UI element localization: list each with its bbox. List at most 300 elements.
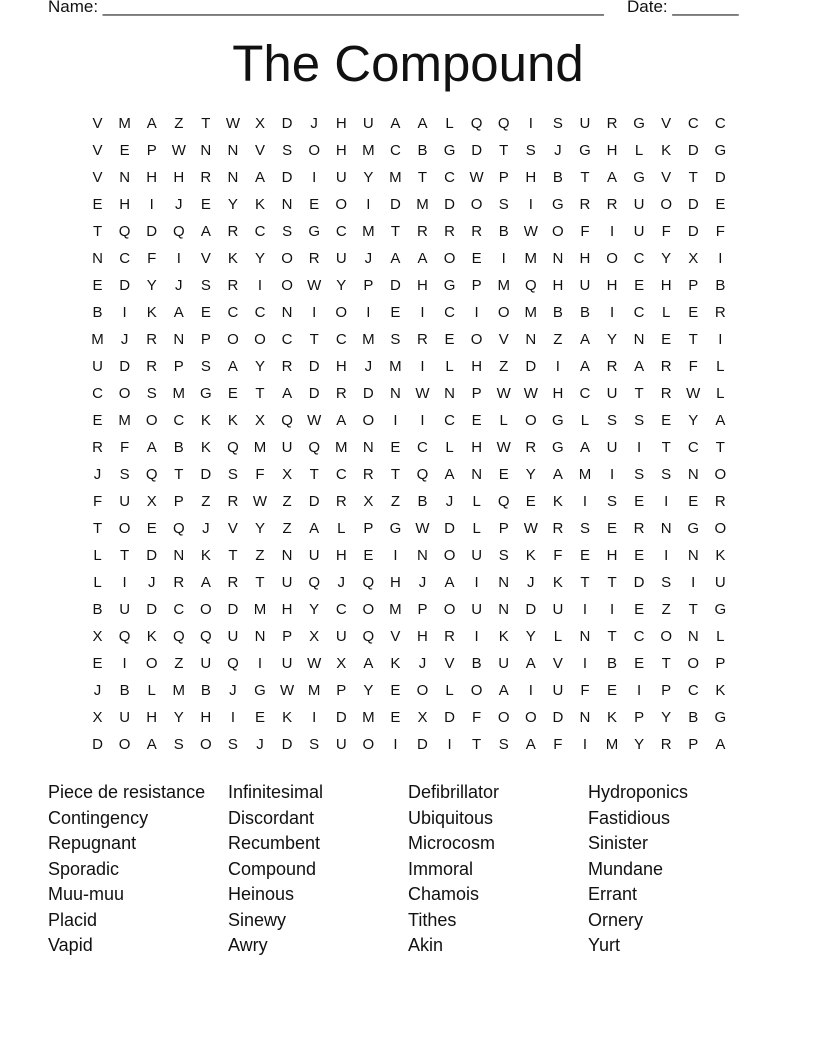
grid-letter: B [200,682,211,699]
grid-row [84,248,734,275]
grid-letter: S [146,385,157,402]
grid-letter: H [660,277,672,294]
grid-letter: I [393,736,398,753]
grid-letter: N [660,520,672,537]
grid-letter: V [200,250,211,267]
grid-letter: E [634,493,645,510]
grid-letter: A [552,466,563,483]
grid-letter: E [498,466,509,483]
grid-letter: H [335,547,347,564]
grid-letter: R [714,304,726,321]
grid-letter: D [633,574,645,591]
grid-letter: C [173,601,185,618]
grid-letter: K [607,709,618,726]
grid-letter: C [335,223,347,240]
grid-letter: K [146,628,157,645]
grid-letter: I [555,358,560,375]
grid-letter: S [607,412,618,429]
grid-letter: N [119,169,131,186]
grid-letter: C [281,331,293,348]
grid-letter: R [362,466,374,483]
grid-letter: H [525,169,537,186]
grid-letter: N [92,250,103,267]
grid-letter: T [417,169,428,186]
grid-letter: D [281,736,293,753]
grid-letter: D [687,142,699,159]
grid-letter: K [715,547,726,564]
grid-letter: X [92,709,103,726]
grid-letter: A [715,736,726,753]
grid-letter: D [227,601,239,618]
grid-row [84,356,734,383]
grid-letter: N [579,628,591,645]
grid-letter: Q [524,277,537,294]
grid-letter: A [200,574,211,591]
grid-letter: A [200,223,211,240]
grid-letter: I [122,304,127,321]
grid-letter: D [525,601,537,618]
word-list-item: Sinewy [228,909,287,930]
grid-letter: H [146,709,158,726]
grid-letter: I [420,358,425,375]
grid-letter: Y [146,277,157,294]
grid-letter: S [119,466,130,483]
grid-letter: D [444,196,455,213]
grid-letter: S [661,574,672,591]
grid-letter: J [229,682,237,699]
grid-letter: L [472,493,481,510]
grid-letter: N [552,250,564,267]
grid-letter: C [633,250,645,267]
grid-letter: Z [174,115,184,132]
grid-letter: Z [255,547,265,564]
grid-letter: I [447,736,452,753]
grid-letter: Y [688,412,699,429]
grid-letter: N [254,628,266,645]
grid-letter: X [282,466,293,483]
grid-letter: I [149,196,154,213]
word-list-item: Ornery [588,909,644,930]
grid-letter: G [579,142,591,159]
grid-letter: M [389,169,402,186]
grid-letter: T [390,466,400,483]
grid-letter: D [417,736,428,753]
grid-row [84,302,734,329]
grid-letter: A [309,520,320,537]
grid-letter: S [525,142,536,159]
grid-letter: N [227,142,239,159]
grid-letter: J [147,574,156,591]
grid-letter: K [498,628,509,645]
grid-letter: C [254,223,266,240]
word-list-item: Hydroponics [588,782,689,802]
grid-letter: G [633,115,645,132]
grid-letter: O [660,196,673,213]
grid-letter: I [366,196,371,213]
grid-letter: Q [172,628,185,645]
grid-row [84,140,734,167]
grid-letter: W [415,385,430,402]
grid-letter: D [119,277,131,294]
grid-letter: I [312,304,317,321]
grid-letter: B [607,655,618,672]
grid-letter: P [363,277,374,294]
grid-letter: H [281,601,293,618]
grid-letter: H [552,277,564,294]
grid-letter: W [307,277,322,294]
grid-letter: O [470,331,483,348]
grid-letter: W [225,115,241,132]
grid-letter: X [92,628,103,645]
grid-letter: R [444,628,455,645]
grid-letter: O [443,250,456,267]
grid-letter: X [363,493,374,510]
grid-letter: E [688,304,699,321]
grid-letter: D [687,223,699,240]
grid-letter: B [498,223,509,240]
grid-letter: I [528,196,533,213]
grid-letter: D [335,709,347,726]
grid-letter: P [363,520,374,537]
grid-letter: E [146,520,157,537]
grid-letter: Y [661,250,672,267]
grid-row [84,383,734,410]
grid-letter: L [445,439,454,456]
grid-letter: C [227,304,239,321]
grid-letter: M [118,412,131,429]
grid-letter: I [637,439,642,456]
grid-letter: I [474,628,479,645]
grid-letter: M [389,358,402,375]
grid-letter: T [92,223,103,240]
grid-letter: T [607,574,617,591]
grid-letter: I [609,466,615,483]
grid-letter: D [146,223,158,240]
grid-letter: R [335,385,347,402]
grid-letter: C [687,682,699,699]
grid-letter: S [227,466,238,483]
grid-letter: V [92,169,103,186]
grid-letter: N [498,574,510,591]
grid-letter: D [281,115,293,132]
grid-letter: C [335,601,347,618]
grid-letter: A [227,358,238,375]
grid-letter: U [362,115,374,132]
grid-letter: L [337,520,346,537]
grid-letter: J [364,250,373,267]
grid-letter: O [497,304,510,321]
grid-letter: W [415,520,430,537]
grid-letter: T [201,115,211,132]
grid-letter: Y [255,520,266,537]
grid-letter: D [362,385,374,402]
grid-letter: R [173,574,185,591]
grid-letter: Q [145,466,158,483]
grid-letter: C [444,169,455,186]
grid-letter: Z [174,655,184,672]
word-list-item: Ubiquitous [408,807,494,828]
grid-letter: G [200,385,212,402]
grid-letter: A [417,115,428,132]
grid-letter: O [281,250,293,267]
grid-letter: Z [553,331,563,348]
grid-letter: G [443,277,456,294]
grid-letter: W [307,655,322,672]
grid-letter: H [335,142,347,159]
grid-letter: E [255,709,266,726]
grid-row [84,518,734,545]
grid-letter: Q [118,223,131,240]
grid-letter: H [471,358,483,375]
grid-letter: J [418,655,427,672]
grid-letter: A [255,169,266,186]
grid-letter: X [255,115,266,132]
grid-letter: D [444,520,455,537]
grid-letter: U [552,601,564,618]
grid-letter: R [444,223,455,240]
grid-letter: J [337,574,345,591]
grid-letter: A [146,736,157,753]
grid-letter: C [254,304,266,321]
grid-letter: U [552,682,564,699]
grid-letter: W [252,493,268,510]
grid-letter: G [714,142,727,159]
word-list-item: Errant [588,884,638,904]
grid-letter: U [579,115,591,132]
grid-letter: B [119,682,130,699]
grid-letter: A [173,304,184,321]
grid-letter: S [390,331,401,348]
grid-letter: W [307,412,322,429]
grid-letter: P [688,736,699,753]
grid-row [84,437,734,464]
word-list-item: Discordant [228,807,315,828]
grid-row [84,545,734,572]
grid-letter: Y [255,358,266,375]
grid-letter: I [718,331,723,348]
grid-letter: C [633,628,645,645]
grid-letter: S [200,277,211,294]
grid-letter: F [688,358,698,375]
grid-letter: E [92,412,103,429]
grid-letter: O [145,655,158,672]
grid-letter: J [175,277,183,294]
grid-letter: O [118,736,131,753]
grid-letter: V [498,331,509,348]
grid-letter: K [255,196,266,213]
grid-letter: D [444,709,455,726]
grid-letter: V [444,655,455,672]
grid-letter: A [579,439,590,456]
grid-letter: L [716,358,725,375]
grid-letter: F [553,736,563,753]
grid-letter: P [173,493,184,510]
grid-letter: E [200,304,211,321]
grid-letter: U [335,628,347,645]
grid-letter: M [362,331,375,348]
grid-letter: M [362,223,375,240]
grid-row [84,113,734,140]
grid-letter: A [634,358,645,375]
grid-letter: Z [499,358,509,375]
grid-letter: D [200,466,212,483]
grid-letter: W [496,439,511,456]
grid-letter: C [579,385,591,402]
grid-letter: O [362,736,375,753]
grid-letter: D [714,169,726,186]
grid-letter: J [418,574,427,591]
grid-letter: Q [227,439,239,456]
grid-letter: N [633,331,645,348]
grid-row [84,194,734,221]
grid-letter: C [389,142,401,159]
grid-letter: N [281,304,293,321]
word-column [588,780,768,959]
word-list-item: Awry [228,935,268,955]
grid-letter: W [171,142,186,159]
grid-letter: I [609,223,615,240]
grid-letter: G [254,682,266,699]
grid-letter: R [660,736,672,753]
grid-letter: N [498,601,510,618]
grid-letter: T [661,439,671,456]
grid-letter: R [552,520,564,537]
grid-letter: E [607,682,618,699]
grid-letter: O [714,520,727,537]
grid-letter: G [633,169,645,186]
grid-letter: E [661,412,672,429]
grid-letter: O [524,412,537,429]
grid-letter: K [200,412,211,429]
grid-letter: N [281,196,293,213]
grid-letter: I [582,655,588,672]
grid-letter: Q [497,115,510,132]
grid-letter: U [471,547,483,564]
grid-letter: J [120,331,129,348]
grid-letter: S [498,196,509,213]
grid-letter: T [255,574,265,591]
grid-letter: G [552,439,564,456]
grid-letter: S [579,520,590,537]
grid-letter: R [92,439,103,456]
grid-letter: E [579,547,590,564]
grid-letter: R [417,223,428,240]
grid-letter: L [499,412,508,429]
grid-letter: G [443,142,456,159]
grid-letter: B [688,709,699,726]
grid-letter: E [715,196,726,213]
grid-letter: D [308,493,320,510]
grid-letter: E [444,331,455,348]
grid-letter: K [715,682,726,699]
grid-letter: N [687,628,699,645]
grid-letter: L [472,520,481,537]
grid-letter: U [335,250,347,267]
grid-letter: C [119,250,131,267]
grid-letter: U [498,655,510,672]
grid-letter: S [282,223,293,240]
grid-letter: M [334,439,348,456]
grid-letter: I [528,682,533,699]
grid-row [84,464,734,491]
grid-letter: O [281,277,293,294]
grid-letter: C [417,439,428,456]
word-list-item: Piece de resistance [48,782,206,802]
grid-letter: P [146,142,157,159]
grid-letter: F [580,223,590,240]
grid-letter: G [687,520,700,537]
grid-letter: O [200,601,212,618]
grid-letter: Q [470,115,483,132]
grid-letter: B [552,169,563,186]
grid-letter: M [253,601,267,618]
grid-letter: O [470,196,483,213]
grid-letter: H [606,142,618,159]
grid-letter: C [444,304,455,321]
grid-letter: T [634,385,644,402]
grid-letter: J [175,196,183,213]
grid-letter: D [119,358,131,375]
grid-letter: F [255,466,265,483]
grid-letter: K [282,709,293,726]
grid-letter: H [389,574,401,591]
grid-letter: H [119,196,131,213]
grid-letter: A [444,466,455,483]
word-list-item: Sinister [588,833,649,853]
grid-letter: N [525,331,537,348]
grid-letter: K [227,412,238,429]
grid-letter: L [634,142,644,159]
grid-letter: U [471,601,483,618]
grid-letter: T [715,439,725,456]
grid-letter: S [200,358,211,375]
grid-letter: E [607,520,618,537]
grid-row [84,329,734,356]
grid-letter: F [472,709,482,726]
grid-letter: E [390,682,401,699]
grid-letter: T [174,466,184,483]
grid-letter: W [523,520,538,537]
grid-row [84,707,734,734]
grid-letter: L [716,385,725,402]
grid-letter: E [634,655,645,672]
grid-letter: P [200,331,211,348]
grid-letter: A [146,439,157,456]
grid-letter: Q [227,655,239,672]
grid-letter: O [200,736,212,753]
grid-letter: Q [281,412,293,429]
grid-letter: M [91,331,104,348]
grid-letter: I [312,169,317,186]
grid-letter: T [255,385,265,402]
grid-letter: H [579,250,591,267]
grid-letter: P [498,169,509,186]
grid-letter: T [580,574,590,591]
grid-letter: R [525,439,537,456]
grid-letter: D [308,385,320,402]
grid-letter: E [471,250,482,267]
grid-letter: V [227,520,238,537]
grid-letter: F [147,250,157,267]
grid-letter: L [445,115,454,132]
grid-letter: I [664,547,669,564]
grid-letter: I [366,304,371,321]
grid-letter: J [445,493,454,510]
grid-letter: H [417,628,428,645]
grid-letter: O [497,709,510,726]
grid-letter: O [552,223,564,240]
grid-letter: I [582,736,588,753]
